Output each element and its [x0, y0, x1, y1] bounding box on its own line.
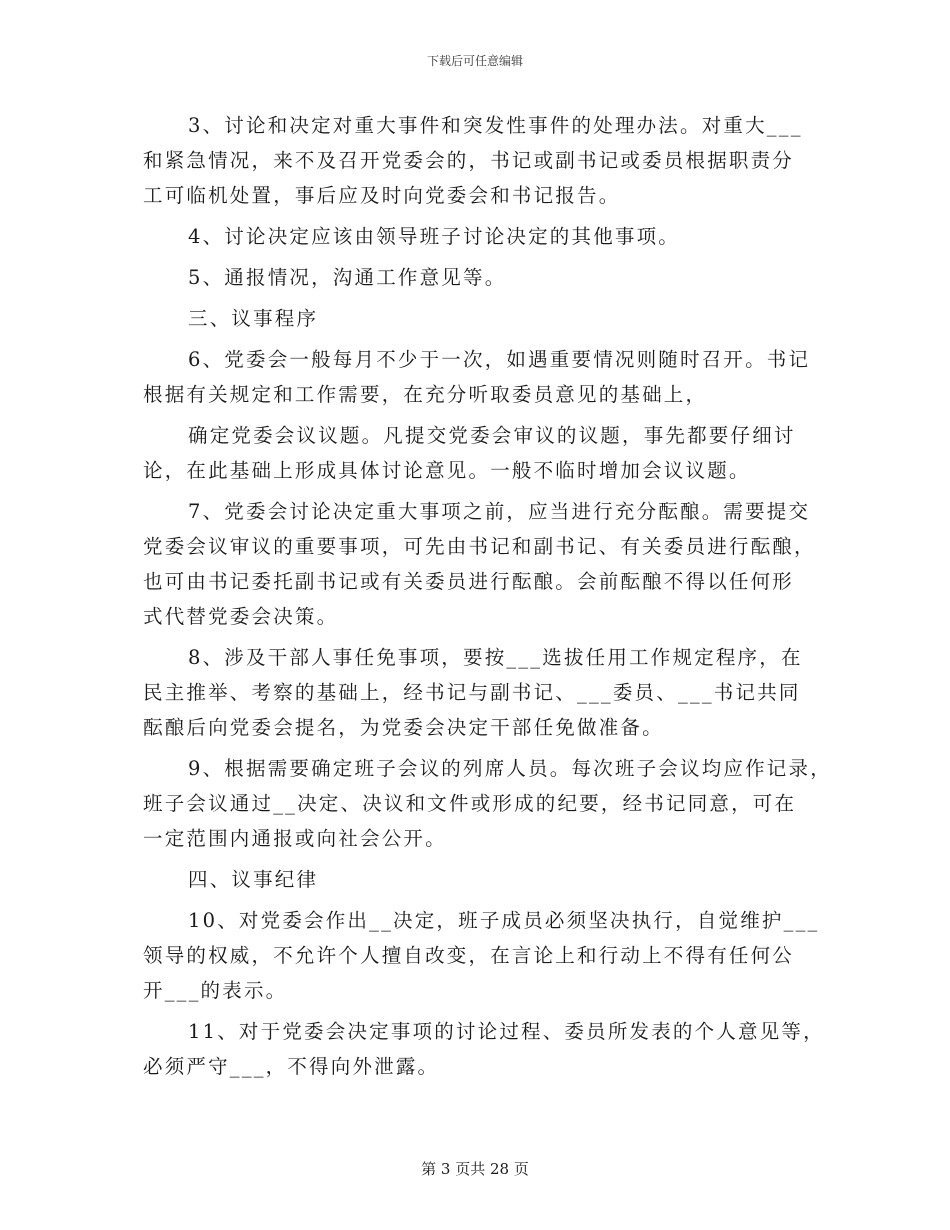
paragraph-line: 工可临机处置，事后应及时向党委会和书记报告。 [143, 184, 621, 207]
paragraph-line: 3、讨论和决定对重大事件和突发性事件的处理办法。对重大___ [188, 114, 803, 137]
paragraph-line: 开___的表示。 [143, 979, 288, 1002]
paragraph-line: 和紧急情况，来不及召开党委会的，书记或副书记或委员根据职责分 [143, 149, 795, 172]
paragraph-line: 式代替党委会决策。 [143, 605, 339, 628]
paragraph-line: 必须严守___，不得向外泄露。 [143, 1055, 440, 1078]
paragraph-line: 5、通报情况，沟通工作意见等。 [188, 266, 507, 289]
paragraph-line: 班子会议通过__决定、决议和文件或形成的纪要，经书记同意，可在 [143, 792, 797, 815]
paragraph-line: 9、根据需要确定班子会议的列席人员。每次班子会议均应作记录， [188, 757, 832, 780]
paragraph-line: 4、讨论决定应该由领导班子讨论决定的其他事项。 [188, 225, 681, 248]
paragraph-line: 一定范围内通报或向社会公开。 [143, 827, 447, 850]
paragraph-line: 8、涉及干部人事任免事项，要按___选拔任用工作规定程序，在 [188, 646, 803, 669]
section-heading: 三、议事程序 [188, 307, 319, 330]
paragraph-line: 领导的权威，不允许个人擅自改变，在言论上和行动上不得有任何公 [143, 944, 795, 967]
page-footer: 第 3 页共 28 页 [421, 1160, 529, 1178]
paragraph-line: 论，在此基础上形成具体讨论意见。一般不临时增加会议议题。 [143, 459, 751, 482]
paragraph-line: 6、党委会一般每月不少于一次，如遇重要情况则随时召开。书记 [188, 348, 811, 371]
page-header: 下载后可任意编辑 [426, 54, 523, 68]
paragraph-line: 10、对党委会作出__决定，班子成员必须坚决执行，自觉维护___ [188, 909, 820, 932]
paragraph-line: 也可由书记委托副书记或有关委员进行酝酿。会前酝酿不得以任何形 [143, 570, 795, 593]
paragraph-line: 确定党委会议议题。凡提交党委会审议的议题，事先都要仔细讨 [188, 424, 796, 447]
paragraph-line: 党委会议审议的重要事项，可先由书记和副书记、有关委员进行酝酿， [143, 535, 816, 558]
paragraph-line: 根据有关规定和工作需要，在充分听取委员意见的基础上， [143, 383, 708, 406]
section-heading: 四、议事纪律 [188, 868, 319, 891]
paragraph-line: 7、党委会讨论决定重大事项之前，应当进行充分酝酿。需要提交 [188, 500, 811, 523]
paragraph-line: 11、对于党委会决定事项的讨论过程、委员所发表的个人意见等， [188, 1020, 825, 1043]
paragraph-line: 酝酿后向党委会提名，为党委会决定干部任免做准备。 [143, 716, 664, 739]
document-body [143, 108, 832, 1084]
paragraph-line: 民主推举、考察的基础上，经书记与副书记、___委员、___书记共同 [143, 681, 801, 704]
